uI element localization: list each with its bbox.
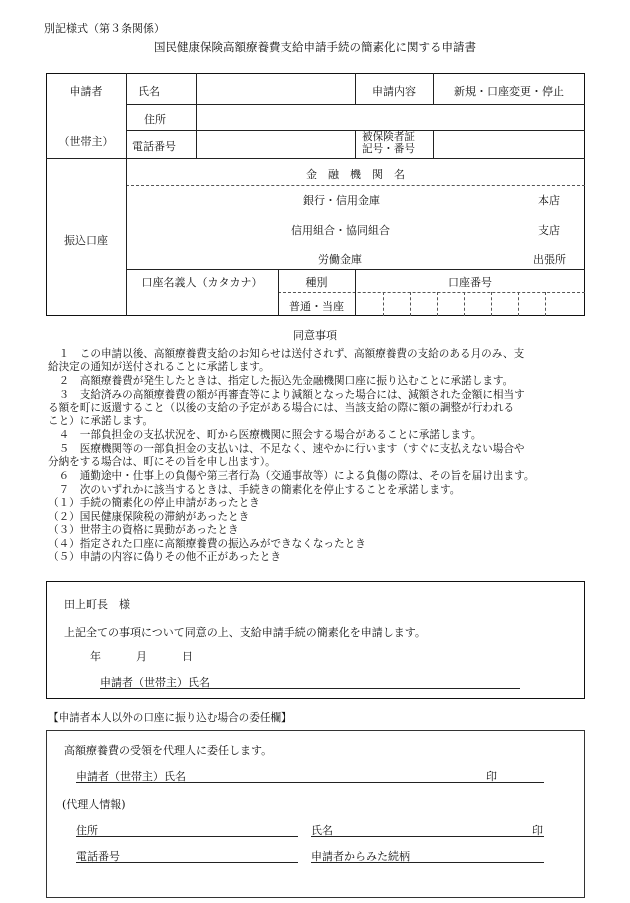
form-number: 別記様式（第３条関係） (44, 22, 165, 35)
consent-line: ４ 一部負担金の支払状況を、町から医療機関に照会する場合があることに承諾します。 (48, 429, 482, 441)
insured-id-field[interactable] (436, 132, 583, 156)
seal-mark: 印 (486, 770, 497, 783)
account-type-label: 種別 (305, 276, 328, 289)
applicant-label: 申請者 (69, 85, 103, 98)
consent-line: る額を町に返還すること（以後の支給の予定がある場合には、当該支給の際に額の調整が行われる (48, 402, 515, 414)
consent-line: （３）世帯主の資格に異動があったとき (48, 524, 239, 536)
request-signer-label: 申請者（世帯主）氏名 (100, 676, 210, 689)
agent-address-field[interactable] (76, 836, 298, 837)
address-label: 住所 (144, 113, 166, 126)
phone-label: 電話番号 (132, 140, 176, 153)
agent-relation-field[interactable] (311, 862, 544, 863)
consent-line: こと）に承諾します。 (48, 415, 154, 427)
applicant-name-field[interactable] (200, 78, 353, 102)
branch-type-sub[interactable]: 出張所 (533, 253, 566, 266)
application-type-label: 申請内容 (372, 85, 416, 98)
insured-id-label-line2: 記号・番号 (362, 143, 415, 155)
account-number-label: 口座番号 (448, 276, 492, 289)
seal-mark: 印 (532, 824, 543, 837)
branch-type-branch[interactable]: 支店 (538, 224, 560, 237)
insured-id-label (362, 131, 415, 155)
delegation-signer-label: 申請者（世帯主）氏名 (76, 770, 186, 783)
account-type-options[interactable]: 普通・当座 (289, 300, 344, 313)
consent-line: （５）申請の内容に偽りその他不正があったとき (48, 551, 281, 563)
consent-line: ３ 支給済みの高額療養費の額が再審査等により減額となった場合には、減額された金額に相当す (48, 389, 525, 401)
digit-divider (545, 292, 546, 316)
delegation-signer-field[interactable] (76, 782, 544, 783)
date-day-label: 日 (182, 650, 193, 663)
row-divider-dashed (278, 292, 585, 293)
request-statement: 上記全ての事項について同意の上、支給申請手続の簡素化を申請します。 (64, 626, 426, 639)
phone-field[interactable] (200, 132, 353, 156)
agent-relation-label: 申請者からみた続柄 (311, 850, 410, 863)
consent-line: ６ 通勤途中・仕事上の負傷や第三者行為（交通事故等）による負傷の際は、その旨を届け出ます。 (48, 470, 535, 482)
agent-info-label: (代理人情報) (62, 798, 126, 811)
consent-line: （２）国民健康保険税の滞納があったとき (48, 511, 250, 523)
consent-line: （４）指定された口座に高額療養費の振込みができなくなったとき (48, 538, 366, 550)
agent-phone-label: 電話番号 (76, 850, 120, 863)
branch-type-main[interactable]: 本店 (538, 194, 560, 207)
consent-line: ２ 高額療養費が発生したときは、指定した振込先金融機関口座に振り込むことに承諾します。 (48, 375, 514, 387)
application-type-options[interactable]: 新規・口座変更・停止 (454, 85, 564, 98)
row-divider (126, 104, 585, 105)
digit-divider (518, 292, 519, 316)
consent-line: 給決定の通知が送付されることに承諾します。 (48, 361, 270, 373)
consent-heading: 同意事項 (293, 329, 337, 342)
digit-divider (491, 292, 492, 316)
household-head-label: （世帯主） (58, 135, 114, 148)
consent-line: （１）手続の簡素化の停止申請があったとき (48, 497, 260, 509)
agent-name-label: 氏名 (311, 824, 333, 837)
request-signer-field[interactable] (100, 688, 520, 689)
row-divider-dashed (126, 185, 585, 186)
bank-type-credit-union[interactable]: 信用組合・協同組合 (291, 224, 390, 237)
bank-account-label: 振込口座 (64, 234, 108, 247)
consent-line: ７ 次のいずれかに該当するときは、手続きの簡素化を停止することを承諾します。 (48, 484, 461, 496)
col-divider (433, 130, 434, 158)
account-holder-field[interactable] (130, 293, 276, 314)
digit-divider (410, 292, 411, 316)
name-label: 氏名 (138, 85, 160, 98)
consent-line: １ この申請以後、高額療養費支給のお知らせは送付されず、高額療養費の支給のある月のみ、支 (48, 348, 525, 360)
col-divider (355, 130, 356, 158)
agent-address-label: 住所 (76, 824, 98, 837)
consent-line: ５ 医療機関等の一部負担金の支払いは、不足なく、速やかに行います（すぐに支払えない場合や (48, 443, 525, 455)
insured-id-label-line1: 被保険者証 (362, 131, 415, 143)
digit-divider (437, 292, 438, 316)
consent-line: 分納をする場合は、町にその旨を申し出ます）。 (48, 456, 276, 468)
date-month-label: 月 (136, 650, 147, 663)
agent-name-field[interactable] (311, 836, 544, 837)
digit-divider (383, 292, 384, 316)
delegation-heading: 【申請者本人以外の口座に振り込む場合の委任欄】 (48, 712, 292, 724)
digit-divider (464, 292, 465, 316)
bank-type-labor-bank[interactable]: 労働金庫 (318, 253, 362, 266)
address-field[interactable] (200, 106, 583, 128)
financial-institution-header: 金 融 機 関 名 (306, 168, 405, 181)
delegation-statement: 高額療養費の受領を代理人に委任します。 (64, 744, 273, 757)
bank-type-bank[interactable]: 銀行・信用金庫 (303, 194, 380, 207)
addressee: 田上町長 様 (64, 598, 130, 611)
page-title: 国民健康保険高額療養費支給申請手続の簡素化に関する申請書 (154, 40, 476, 54)
account-holder-label: 口座名義人（カタカナ） (141, 276, 263, 289)
col-divider (196, 73, 197, 158)
agent-phone-field[interactable] (76, 862, 298, 863)
date-year-label: 年 (90, 650, 101, 663)
